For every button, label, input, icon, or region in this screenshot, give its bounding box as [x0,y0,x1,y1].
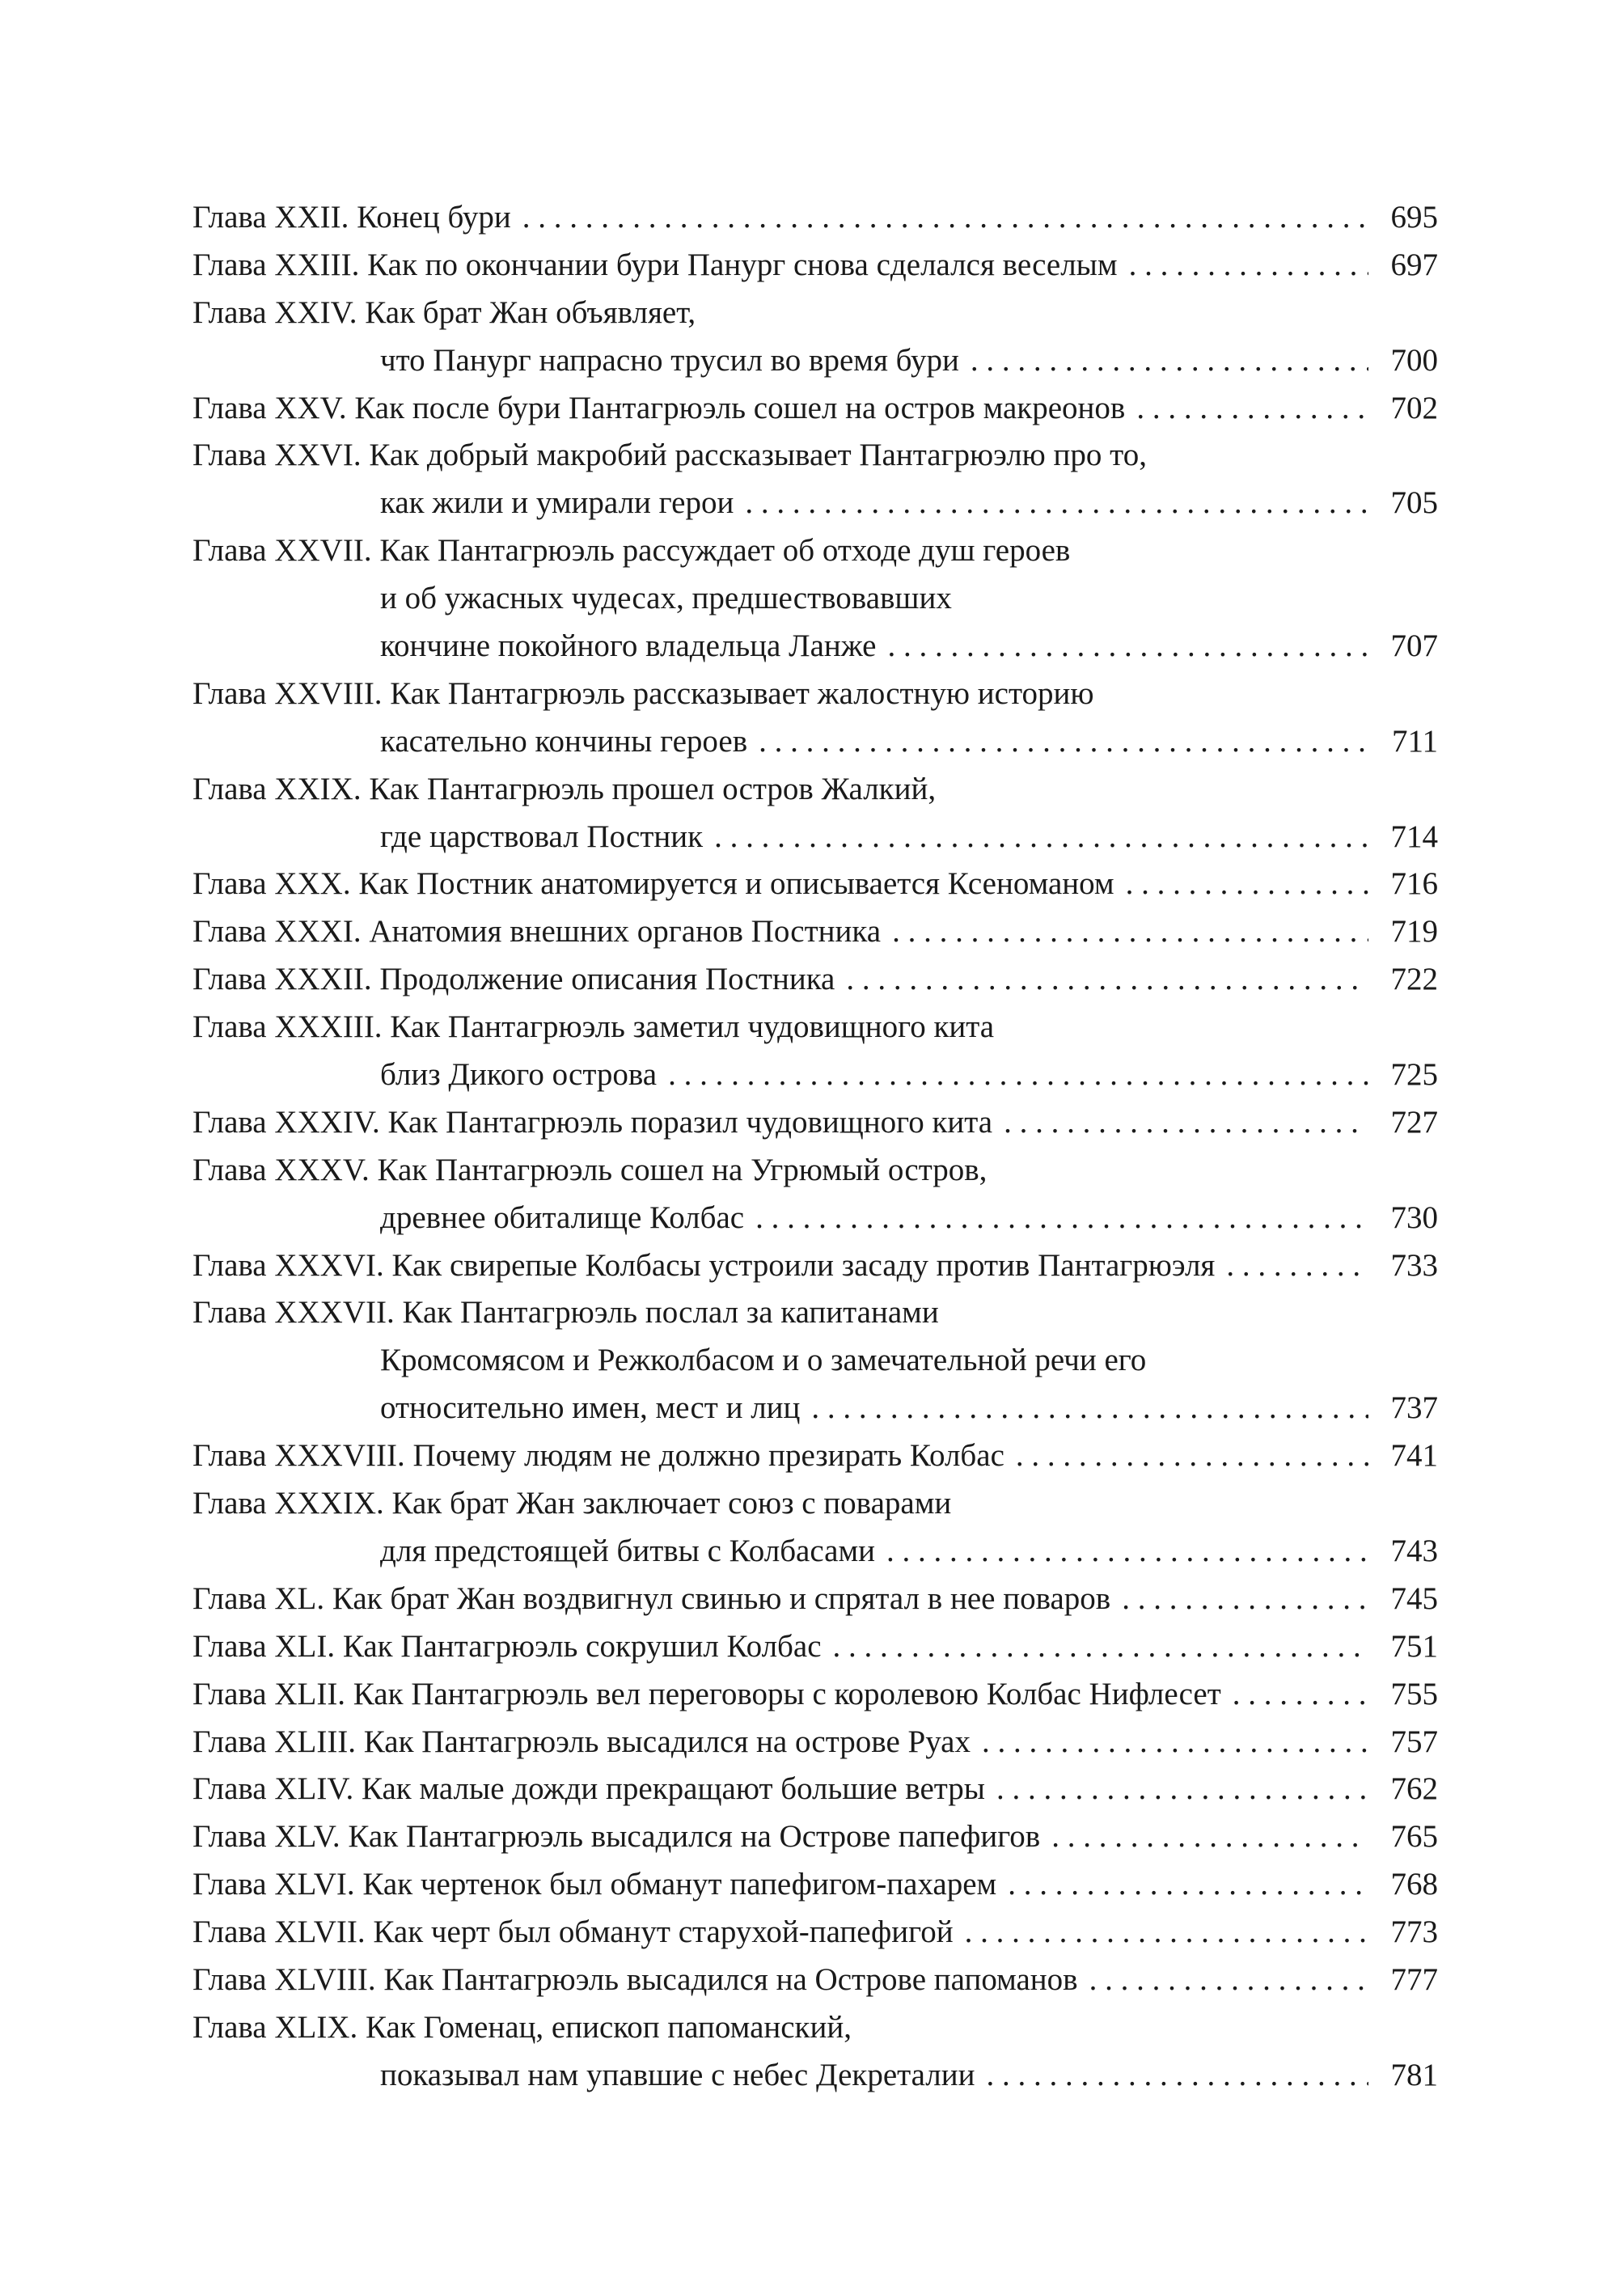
toc-entry-text: Глава XXVI. Как добрый макробий рассказывает Пантагрюэлю про то, [192,438,1147,473]
toc-entry-text: касательно кончины героев [380,723,748,759]
toc-entry[interactable] [192,1289,1438,1432]
toc-page-number: 733 [1390,1247,1438,1283]
toc-page-number: 757 [1390,1724,1438,1759]
toc-entry-title-line [192,1623,1438,1671]
toc-page-number: 697 [1390,247,1438,282]
toc-entry[interactable] [192,766,1438,861]
toc-page-number: 714 [1390,819,1438,854]
toc-entry[interactable] [192,2004,1438,2100]
dot-leader [811,1385,1368,1432]
toc-entry[interactable] [192,242,1438,290]
toc-entry-text: Глава XLIX. Как Гоменац, епископ папоманский, [192,2009,852,2045]
toc-entry-title-line [192,908,1438,956]
toc-entry-text: Глава XLII. Как Пантагрюэль вел переговоры с королевою Колбас Нифлесет [192,1676,1221,1711]
dot-leader [833,1623,1368,1671]
toc-entry[interactable] [192,1861,1438,1909]
toc-entry-text: где царствовал Постник [380,819,704,854]
toc-entry-title-line [192,1289,1438,1337]
toc-page-number: 768 [1390,1867,1438,1902]
toc-entry-continuation-line [192,814,1438,861]
dot-leader [755,1195,1368,1242]
toc-page-number: 741 [1390,1438,1438,1474]
toc-entry-title-line [192,1004,1438,1051]
toc-entry-title-line [192,1861,1438,1909]
toc-entry-title-line [192,1813,1438,1861]
toc-entry-title-line [192,1957,1438,2004]
toc-entry-text: Глава XXXVIII. Почему людям не должно презирать Колбас [192,1438,1004,1474]
toc-entry-title-line [192,527,1438,575]
dot-leader [1126,861,1368,908]
dot-leader [886,1528,1368,1576]
toc-entry-continuation-line [192,1337,1438,1385]
table-of-contents [192,194,1438,2100]
toc-page-number: 719 [1390,914,1438,950]
toc-entry-text: Глава XXXIX. Как брат Жан заключает союз с поварами [192,1486,952,1521]
toc-page-number: 773 [1390,1914,1438,1950]
toc-entry-continuation-line [192,575,1438,623]
toc-entry-continuation-line [192,1195,1438,1242]
toc-entry-title-line [192,1909,1438,1957]
dot-leader [1136,385,1368,433]
toc-entry[interactable] [192,1480,1438,1576]
toc-entry-title-line [192,861,1438,908]
toc-entry[interactable] [192,1909,1438,1957]
dot-leader [1233,1671,1368,1719]
toc-entry[interactable] [192,1432,1438,1480]
toc-entry-title-line [192,1099,1438,1147]
dot-leader [522,194,1368,242]
toc-page-number: 755 [1390,1676,1438,1711]
toc-entry-text: Глава XXXVII. Как Пантагрюэль послал за капитанами [192,1295,939,1331]
toc-entry-continuation-line [192,2052,1438,2100]
toc-entry-continuation-line [192,480,1438,527]
dot-leader [1122,1576,1368,1623]
dot-leader [987,2052,1368,2100]
toc-entry-title-line [192,956,1438,1004]
toc-entry-title-line [192,432,1438,480]
dot-leader [1129,242,1368,290]
toc-page-number: 702 [1390,390,1438,425]
toc-entry[interactable] [192,1766,1438,1813]
toc-entry[interactable] [192,861,1438,908]
toc-entry-title-line [192,1766,1438,1813]
toc-entry-title-line [192,1432,1438,1480]
toc-entry[interactable] [192,1623,1438,1671]
toc-entry-text: Глава XL. Как брат Жан воздвигнул свинью и спрятал в нее поваров [192,1580,1111,1616]
toc-entry-text: Глава XXXI. Анатомия внешних органов Постника [192,914,882,950]
toc-page-number: 781 [1390,2057,1438,2092]
toc-page-number: 711 [1391,723,1438,759]
dot-leader [965,1909,1368,1957]
dot-leader [1051,1813,1368,1861]
toc-entry-text: Глава XXVII. Как Пантагрюэль рассуждает об отходе душ героев [192,533,1071,569]
toc-entry-text: относительно имен, мест и лиц [380,1390,801,1426]
toc-entry-title-line [192,385,1438,433]
toc-entry-text: и об ужасных чудесах, предшествовавших [380,581,952,616]
toc-entry-title-line [192,1480,1438,1528]
dot-leader [892,908,1368,956]
toc-page-number: 765 [1390,1819,1438,1855]
toc-entry-text: Глава XLVIII. Как Пантагрюэль высадился на Острове папоманов [192,1961,1078,1997]
dot-leader [745,480,1368,527]
toc-page-number: 707 [1390,628,1438,664]
toc-entry-text: для предстоящей битвы с Колбасами [380,1533,876,1568]
toc-entry-text: Глава XXXIV. Как Пантагрюэль поразил чудовищного кита [192,1104,993,1140]
toc-entry-text: Глава XLIV. Как малые дожди прекращают большие ветры [192,1771,985,1807]
toc-page-number: 705 [1390,485,1438,521]
toc-entry-text: Глава XXXVI. Как свирепые Колбасы устроили засаду против Пантагрюэля [192,1247,1216,1283]
toc-entry[interactable] [192,1099,1438,1147]
toc-entry-title-line [192,1671,1438,1719]
toc-entry-continuation-line [192,1385,1438,1432]
toc-entry[interactable] [192,194,1438,242]
toc-entry[interactable] [192,1147,1438,1242]
toc-entry-text: Глава XXV. Как после бури Пантагрюэль сошел на остров макреонов [192,390,1126,425]
toc-entry-text: показывал нам упавшие с небес Декреталии [380,2057,975,2092]
toc-entry-text: Глава XXVIII. Как Пантагрюэль рассказывает жалостную историю [192,675,1094,711]
dot-leader [668,1051,1368,1099]
toc-page-number: 722 [1390,962,1438,997]
toc-entry-title-line [192,1147,1438,1195]
toc-page-number: 700 [1390,342,1438,378]
dot-leader [1016,1432,1368,1480]
toc-entry-text: Глава XXXIII. Как Пантагрюэль заметил чудовищного кита [192,1009,995,1045]
toc-page-number: 777 [1390,1961,1438,1997]
toc-entry[interactable] [192,1957,1438,2004]
dot-leader [1089,1957,1368,2004]
toc-entry[interactable] [192,290,1438,385]
toc-entry-text: как жили и умирали герои [380,485,734,521]
toc-entry-title-line [192,671,1438,718]
toc-entry-title-line [192,1576,1438,1623]
toc-entry-text: Глава XXIII. Как по окончании бури Панург снова сделался веселым [192,247,1118,282]
toc-entry-text: Глава XLVI. Как чертенок был обманут папефигом-пахарем [192,1867,997,1902]
toc-entry-text: Глава XLV. Как Пантагрюэль высадился на Острове папефигов [192,1819,1041,1855]
toc-entry-text: Глава XLVII. Как черт был обманут старухой-папефигой [192,1914,954,1950]
toc-entry-title-line [192,1719,1438,1766]
dot-leader [1004,1099,1368,1147]
toc-entry-text: Глава XXIV. Как брат Жан объявляет, [192,294,696,330]
toc-entry-continuation-line [192,1051,1438,1099]
toc-page-number: 695 [1390,200,1438,235]
toc-page-number: 743 [1390,1533,1438,1568]
toc-entry-text: Глава XXXV. Как Пантагрюэль сошел на Угрюмый остров, [192,1152,988,1187]
dot-leader [1008,1861,1368,1909]
toc-entry[interactable] [192,432,1438,527]
toc-entry-text: Кромсомясом и Режколбасом и о замечательной речи его [380,1343,1147,1378]
toc-page-number: 745 [1390,1580,1438,1616]
toc-entry-continuation-line [192,337,1438,385]
toc-entry-continuation-line [192,718,1438,766]
toc-entry-text: Глава XXIX. Как Пантагрюэль прошел остров Жалкий, [192,771,937,806]
toc-entry[interactable] [192,908,1438,956]
toc-entry-title-line [192,242,1438,290]
toc-page-number: 716 [1390,866,1438,902]
toc-entry[interactable] [192,1576,1438,1623]
toc-entry[interactable] [192,956,1438,1004]
toc-entry-text: Глава XXX. Как Постник анатомируется и описывается Ксеноманом [192,866,1114,902]
toc-page-number: 727 [1390,1104,1438,1140]
toc-entry-title-line [192,766,1438,814]
toc-entry[interactable] [192,527,1438,671]
dot-leader [846,956,1368,1004]
toc-entry-text: кончине покойного владельца Ланже [380,628,877,664]
dot-leader [982,1719,1368,1766]
toc-entry[interactable] [192,385,1438,433]
toc-page-number: 762 [1390,1771,1438,1807]
toc-entry-continuation-line [192,623,1438,671]
dot-leader [888,623,1369,671]
toc-entry-text: древнее обиталище Колбас [380,1199,745,1235]
toc-entry-text: близ Дикого острова [380,1057,658,1093]
toc-entry-title-line [192,2004,1438,2052]
toc-entry[interactable] [192,1719,1438,1766]
toc-page-number: 730 [1390,1199,1438,1235]
toc-entry-title-line [192,1242,1438,1290]
dot-leader [759,718,1368,766]
dot-leader [1226,1242,1368,1290]
toc-entry[interactable] [192,1242,1438,1290]
dot-leader [714,814,1368,861]
toc-entry-text: Глава XXXII. Продолжение описания Постника [192,962,835,997]
toc-entry-continuation-line [192,1528,1438,1576]
toc-entry-title-line [192,194,1438,242]
toc-entry-text: Глава XXII. Конец бури [192,200,511,235]
toc-page-number: 737 [1390,1390,1438,1426]
dot-leader [996,1766,1368,1813]
toc-entry[interactable] [192,1671,1438,1719]
toc-entry-text: Глава XLIII. Как Пантагрюэль высадился на острове Руах [192,1724,971,1759]
toc-page-number: 751 [1390,1628,1438,1664]
toc-entry-text: что Панург напрасно трусил во время бури [380,342,959,378]
toc-entry[interactable] [192,1004,1438,1099]
toc-page-number: 725 [1390,1057,1438,1093]
dot-leader [971,337,1368,385]
toc-entry-title-line [192,290,1438,337]
toc-entry[interactable] [192,1813,1438,1861]
toc-entry[interactable] [192,671,1438,766]
toc-entry-text: Глава XLI. Как Пантагрюэль сокрушил Колбас [192,1628,822,1664]
